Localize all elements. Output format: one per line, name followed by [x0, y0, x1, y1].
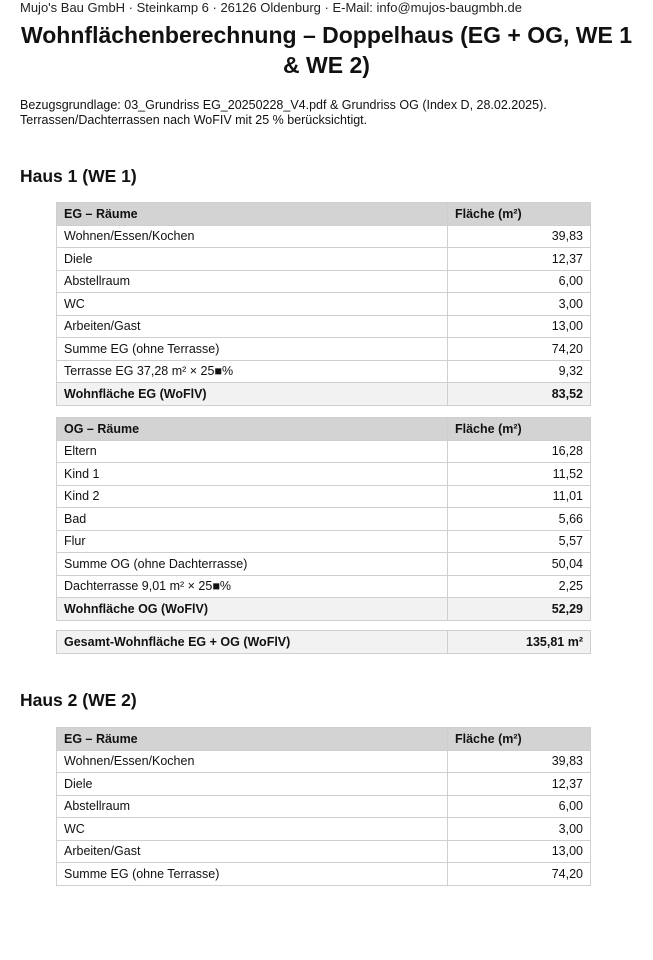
room-area: 6,00 [448, 795, 591, 818]
col-header-room: EG – Räume [57, 203, 448, 226]
table-row [57, 575, 591, 598]
room-name: Abstellraum [57, 270, 448, 293]
room-area: 2,25 [448, 575, 591, 598]
table-row [57, 463, 591, 486]
room-name: Flur [57, 530, 448, 553]
table-row [57, 293, 591, 316]
total-row [57, 598, 591, 621]
room-area: 16,28 [448, 440, 591, 463]
table-row [57, 818, 591, 841]
room-area: 6,00 [448, 270, 591, 293]
room-area: 5,66 [448, 508, 591, 531]
table-header-row [57, 203, 591, 226]
room-name: Kind 2 [57, 485, 448, 508]
room-name: Summe OG (ohne Dachterrasse) [57, 553, 448, 576]
company-header-line: Mujo's Bau GmbH · Steinkamp 6 · 26126 Oldenburg · E-Mail: info@mujos-baugmbh.de [20, 0, 522, 15]
total-label: Wohnfläche EG (WoFlV) [57, 383, 448, 406]
table-row [57, 315, 591, 338]
room-name: Summe EG (ohne Terrasse) [57, 863, 448, 886]
room-name: Eltern [57, 440, 448, 463]
total-value: 83,52 [448, 383, 591, 406]
table-haus1-eg [56, 202, 591, 406]
table-row [57, 508, 591, 531]
col-header-area: Fläche (m²) [448, 728, 591, 751]
room-area: 12,37 [448, 773, 591, 796]
table-row [57, 270, 591, 293]
table-row [57, 338, 591, 361]
room-area: 5,57 [448, 530, 591, 553]
room-name: WC [57, 818, 448, 841]
room-area: 74,20 [448, 863, 591, 886]
room-name: Diele [57, 773, 448, 796]
room-name: Wohnen/Essen/Kochen [57, 750, 448, 773]
total-label: Wohnfläche OG (WoFlV) [57, 598, 448, 621]
room-name: Bad [57, 508, 448, 531]
table-row [57, 750, 591, 773]
room-area: 11,52 [448, 463, 591, 486]
room-area: 3,00 [448, 818, 591, 841]
room-name: Summe EG (ohne Terrasse) [57, 338, 448, 361]
total-value: 52,29 [448, 598, 591, 621]
col-header-room: EG – Räume [57, 728, 448, 751]
room-name: Abstellraum [57, 795, 448, 818]
col-header-area: Fläche (m²) [448, 418, 591, 441]
intro-line: Terrassen/Dachterrassen nach WoFIV mit 25 % berücksichtigt. [20, 113, 368, 127]
gesamt-label: Gesamt-Wohnfläche EG + OG (WoFlV) [57, 631, 448, 654]
gesamt-value: 135,81 m² [448, 631, 591, 654]
room-area: 74,20 [448, 338, 591, 361]
room-area: 13,00 [448, 315, 591, 338]
room-area: 39,83 [448, 750, 591, 773]
room-area: 9,32 [448, 360, 591, 383]
room-name: Arbeiten/Gast [57, 840, 448, 863]
room-name: Terrasse EG 37,28 m² × 25■% [57, 360, 448, 383]
table-row [57, 553, 591, 576]
room-name: Dachterrasse 9,01 m² × 25■% [57, 575, 448, 598]
room-name: WC [57, 293, 448, 316]
table-row [57, 485, 591, 508]
table-row [57, 360, 591, 383]
intro-text [20, 98, 547, 128]
room-area: 11,01 [448, 485, 591, 508]
room-area: 39,83 [448, 225, 591, 248]
col-header-room: OG – Räume [57, 418, 448, 441]
intro-line: Bezugsgrundlage: 03_Grundriss EG_20250228_V4.pdf & Grundriss OG (Index D, 28.02.2025). [20, 98, 547, 112]
table-row [57, 795, 591, 818]
table-header-row [57, 418, 591, 441]
col-header-area: Fläche (m²) [448, 203, 591, 226]
room-name: Kind 1 [57, 463, 448, 486]
room-name: Wohnen/Essen/Kochen [57, 225, 448, 248]
room-area: 3,00 [448, 293, 591, 316]
room-area: 50,04 [448, 553, 591, 576]
table-row [57, 530, 591, 553]
table-row [57, 225, 591, 248]
page-title: Wohnflächenberechnung – Doppelhaus (EG + OG, WE 1 & WE 2) [20, 22, 633, 78]
room-name: Arbeiten/Gast [57, 315, 448, 338]
table-row [57, 248, 591, 271]
section-heading-haus1: Haus 1 (WE 1) [20, 166, 137, 186]
table-haus1-og [56, 417, 591, 621]
total-row [57, 383, 591, 406]
table-row [57, 440, 591, 463]
table-row [57, 773, 591, 796]
room-name: Diele [57, 248, 448, 271]
table-header-row [57, 728, 591, 751]
room-area: 13,00 [448, 840, 591, 863]
room-area: 12,37 [448, 248, 591, 271]
table-haus2-eg [56, 727, 591, 886]
section-heading-haus2: Haus 2 (WE 2) [20, 690, 137, 710]
table-haus1-gesamt [56, 630, 591, 654]
table-row [57, 840, 591, 863]
table-row [57, 863, 591, 886]
